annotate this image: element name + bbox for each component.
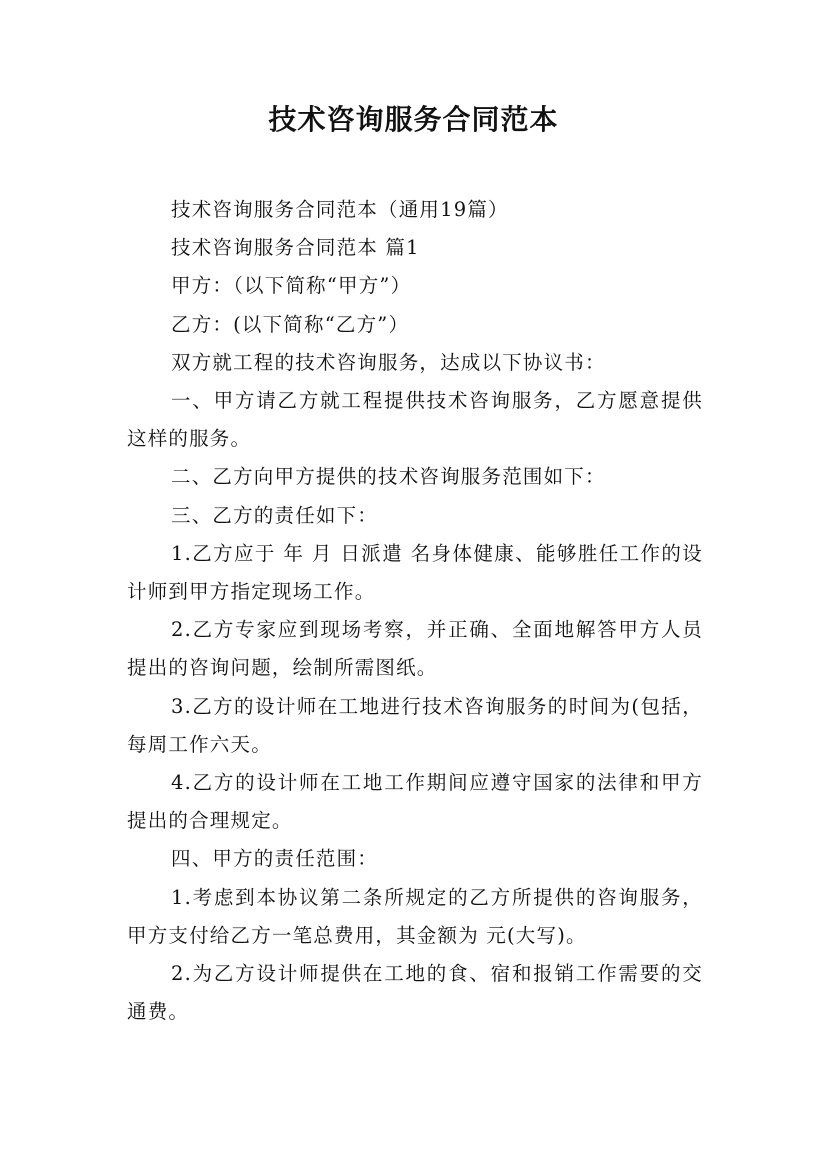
- paragraph-agreement-intro: 双方就工程的技术咨询服务，达成以下协议书：: [171, 350, 606, 374]
- paragraph-clause-4-item-1: 1.考虑到本协议第二条所规定的乙方所提供的咨询服务，甲方支付给乙方一笔总费用，其金额为 元(大写)。: [127, 885, 703, 947]
- paragraph-clause-3: 三、乙方的责任如下：: [171, 503, 379, 527]
- document-title: 技术咨询服务合同范本: [268, 103, 559, 136]
- paragraph-section-heading: 技术咨询服务合同范本 篇1: [171, 236, 420, 260]
- paragraph-subtitle: 技术咨询服务合同范本（通用19篇）: [171, 198, 509, 221]
- paragraph-clause-3-item-1: 1.乙方应于 年 月 日派遣 名身体健康、能够胜任工作的设计师到甲方指定现场工作。: [127, 541, 703, 604]
- paragraph-clause-4-item-2: 2.为乙方设计师提供在工地的食、宿和报销工作需要的交通费。: [127, 962, 703, 1024]
- document-body: [127, 191, 703, 1031]
- paragraph-clause-3-item-3: 3.乙方的设计师在工地进行技术咨询服务的时间为(包括，每周工作六天。: [127, 694, 703, 756]
- paragraph-clause-3-item-4: 4.乙方的设计师在工地工作期间应遵守国家的法律和甲方提出的合理规定。: [127, 771, 703, 833]
- paragraph-party-b: 乙方：(以下简称“乙方”）: [171, 312, 410, 336]
- paragraph-clause-2: 二、乙方向甲方提供的技术咨询服务范围如下：: [171, 465, 606, 489]
- paragraph-clause-1: 一、甲方请乙方就工程提供技术咨询服务，乙方愿意提供这样的服务。: [127, 389, 703, 451]
- paragraph-clause-3-item-2: 2.乙方专家应到现场考察，并正确、全面地解答甲方人员提出的咨询问题，绘制所需图纸。: [127, 618, 703, 680]
- paragraph-clause-4: 四、甲方的责任范围：: [171, 847, 379, 871]
- paragraph-party-a: 甲方：（以下简称“甲方”）: [171, 274, 412, 298]
